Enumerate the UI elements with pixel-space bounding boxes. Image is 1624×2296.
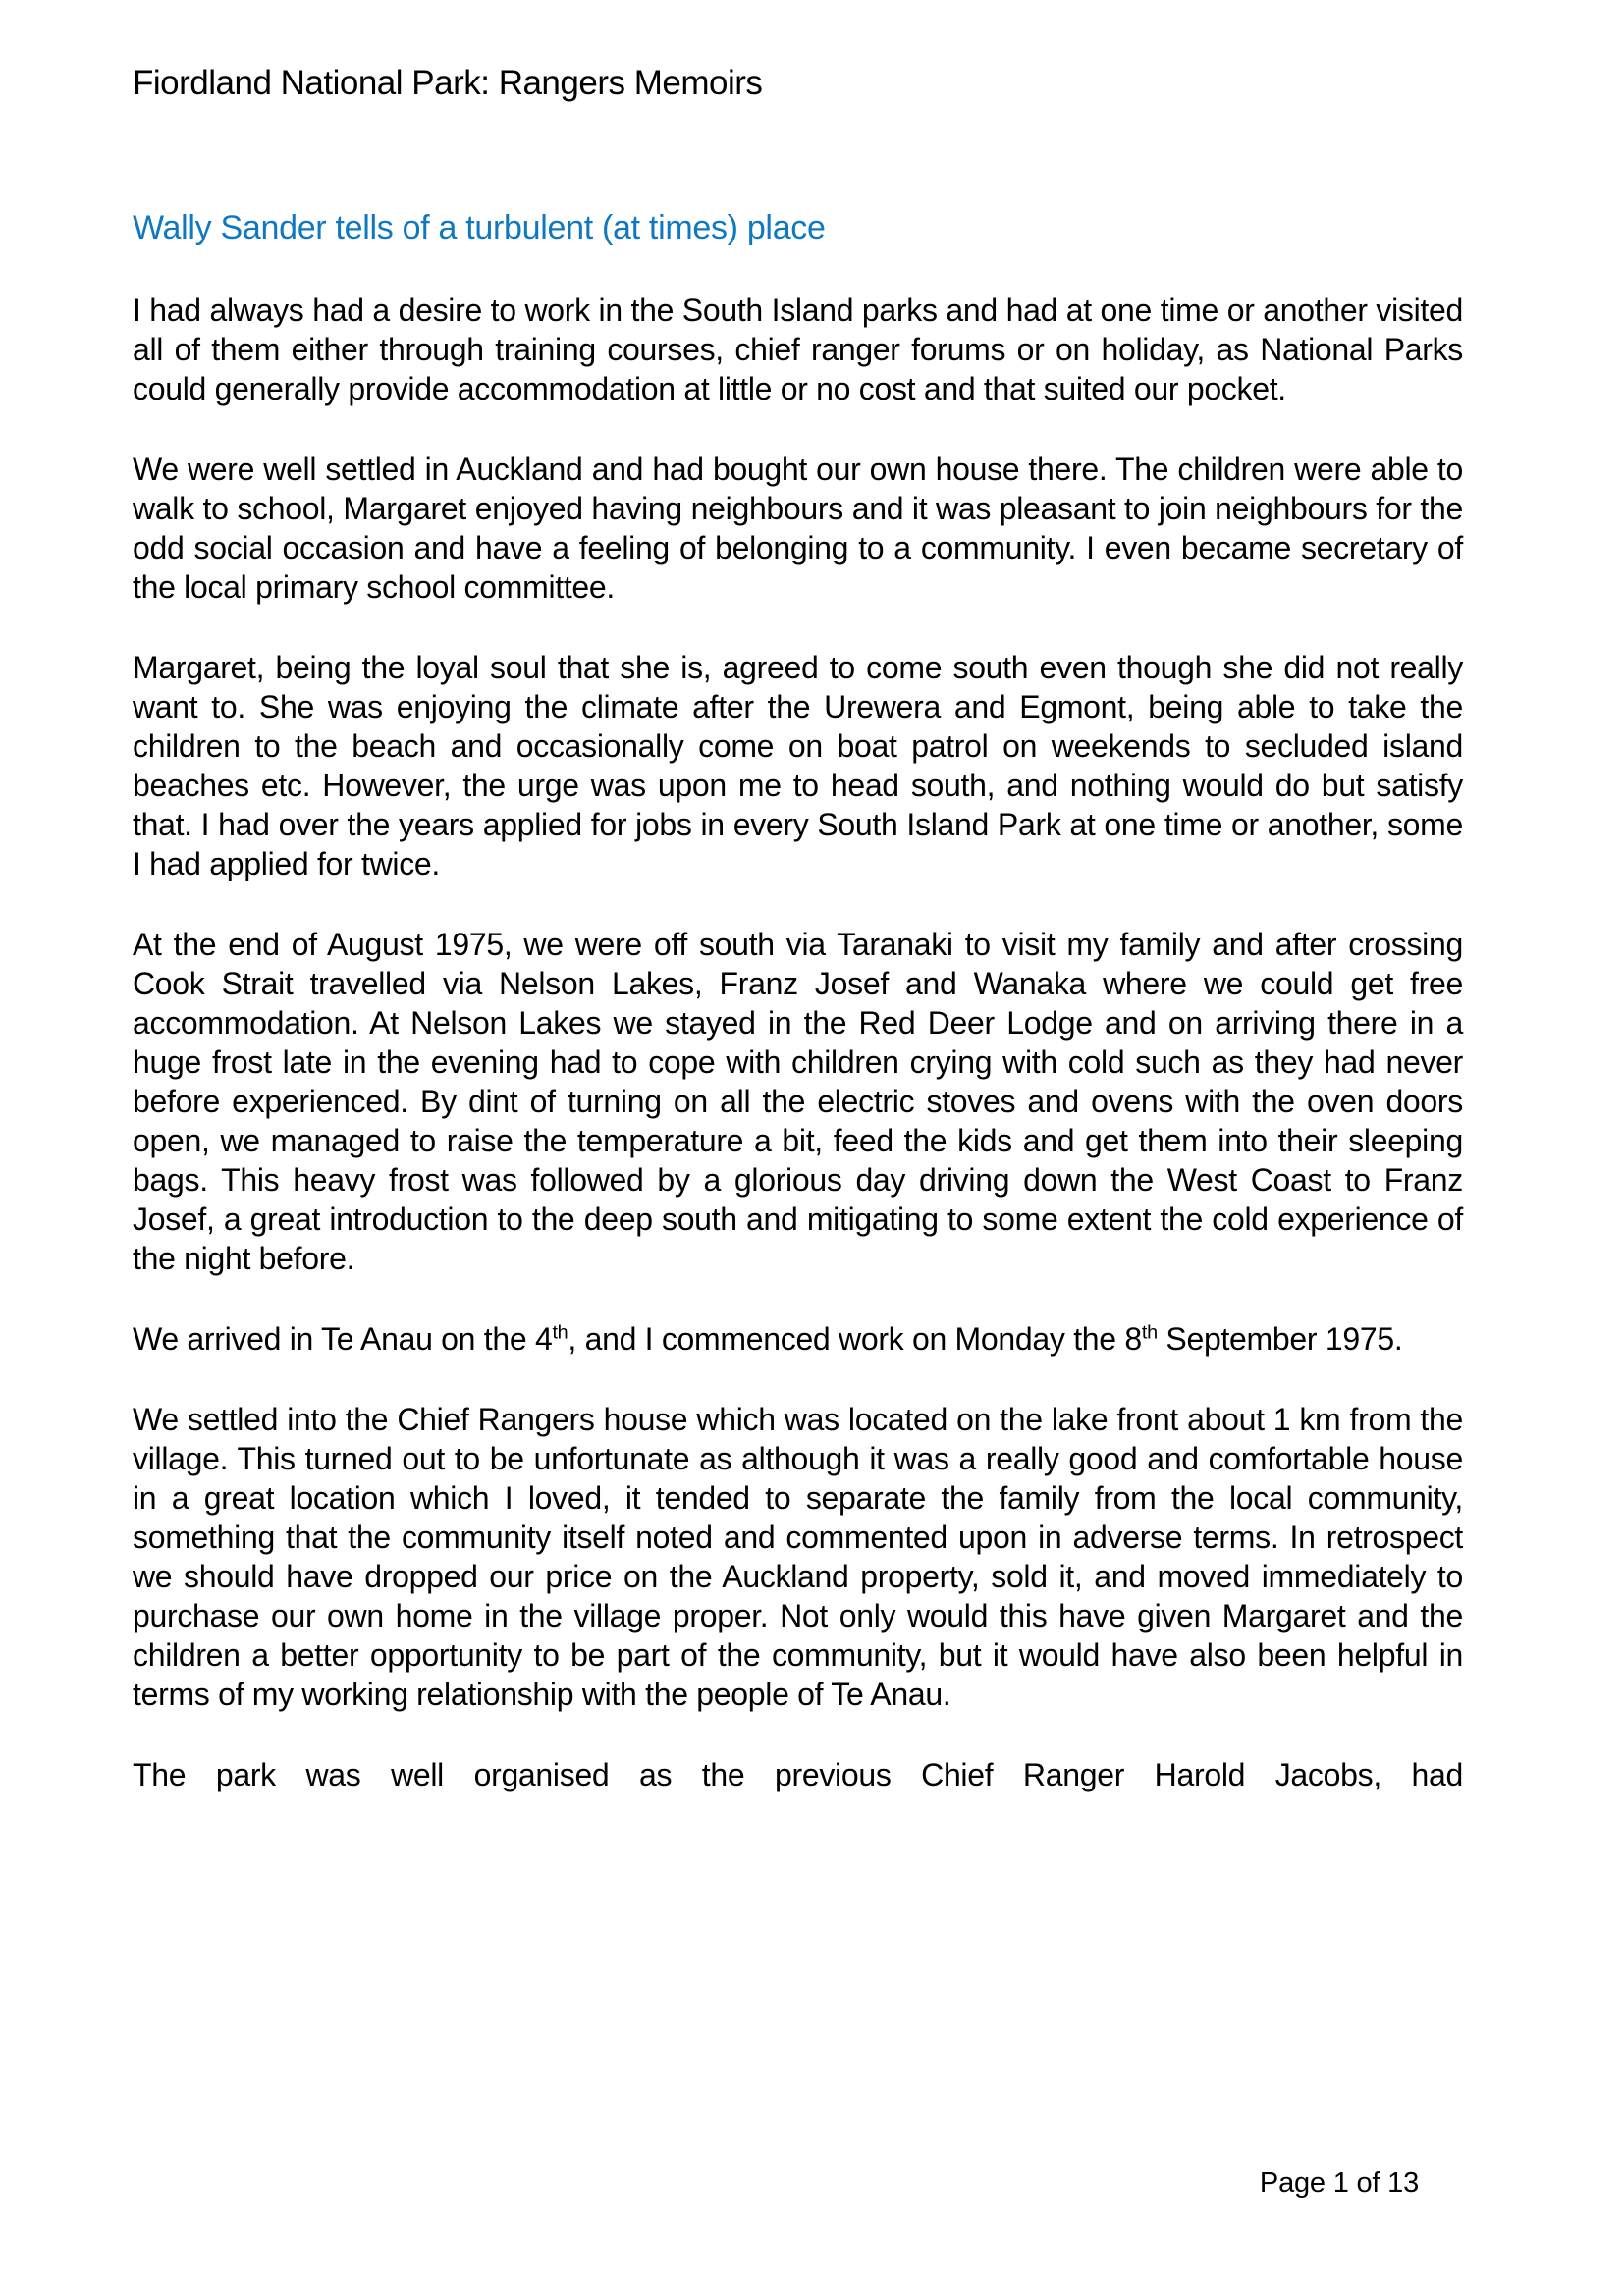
paragraph-text: The park was well organised as the previous Chief Ranger Harold Jacobs, had	[133, 1757, 1463, 1792]
paragraph-text: September 1975.	[1157, 1321, 1403, 1357]
superscript-ordinal: th	[552, 1321, 568, 1344]
paragraph-text: We arrived in Te Anau on the 4	[133, 1321, 553, 1357]
paragraph	[133, 1755, 1463, 1794]
section-heading: Wally Sander tells of a turbulent (at times) place	[133, 209, 826, 246]
superscript-ordinal: th	[1141, 1321, 1158, 1344]
paragraph-text: We were well settled in Auckland and had bought our own house there. The children were able to walk to school, Margaret enjoyed having neighbours and it was pleasant to join neighbours for the odd social occasion and have a feeling of belonging to a community. I even became secretary of the local primary school committee.	[133, 452, 1463, 605]
paragraph-text: I had always had a desire to work in the South Island parks and had at one time or another visited all of them either through training courses, chief ranger forums or on holiday, as National Parks could generally provide accommodation at little or no cost and that suited our pocket.	[133, 293, 1463, 406]
paragraph	[133, 925, 1463, 1278]
paragraph	[133, 1319, 1463, 1359]
paragraph-text: We settled into the Chief Rangers house which was located on the lake front about 1 km from the village. This turned out to be unfortunate as although it was a really good and comfortable house in a great location which I loved, it tended to separate the family from the local community, something that the community itself noted and commented upon in adverse terms. In retrospect we should have dropped our price on the Auckland property, sold it, and moved immediately to purchase our own home in the village proper. Not only would this have given Margaret and the children a better opportunity to be part of the community, but it would have also been helpful in terms of my working relationship with the people of Te Anau.	[133, 1402, 1463, 1712]
paragraph-text: , and I commenced work on Monday the 8	[568, 1321, 1142, 1357]
paragraph	[133, 1400, 1463, 1714]
paragraphs	[133, 291, 1463, 1794]
document-title: Fiordland National Park: Rangers Memoirs	[133, 64, 763, 102]
paragraph-text: Margaret, being the loyal soul that she is, agreed to come south even though she did not really want to. She was enjoying the climate after the Urewera and Egmont, being able to take the children to the beach and occasionally come on boat patrol on weekends to secluded island beaches etc. However, the urge was upon me to head south, and nothing would do but satisfy that. I had over the years applied for jobs in every South Island Park at one time or another, some I had applied for twice.	[133, 650, 1463, 881]
paragraph	[133, 450, 1463, 607]
page-number-label: Page 1 of 13	[1259, 2167, 1419, 2199]
paragraph	[133, 648, 1463, 883]
paragraph	[133, 291, 1463, 408]
page-footer	[1260, 2165, 1419, 2201]
paragraph-text: At the end of August 1975, we were off south via Taranaki to visit my family and after crossing Cook Strait travelled via Nelson Lakes, Franz Josef and Wanaka where we could get free accommodation. At Nelson Lakes we stayed in the Red Deer Lodge and on arriving there in a huge frost late in the evening had to cope with children crying with cold such as they had never before experienced. By dint of turning on all the electric stoves and ovens with the oven doors open, we managed to raise the temperature a bit, feed the kids and get them into their sleeping bags. This heavy frost was followed by a glorious day driving down the West Coast to Franz Josef, a great introduction to the deep south and mitigating to some extent the cold experience of the night before.	[133, 927, 1463, 1276]
